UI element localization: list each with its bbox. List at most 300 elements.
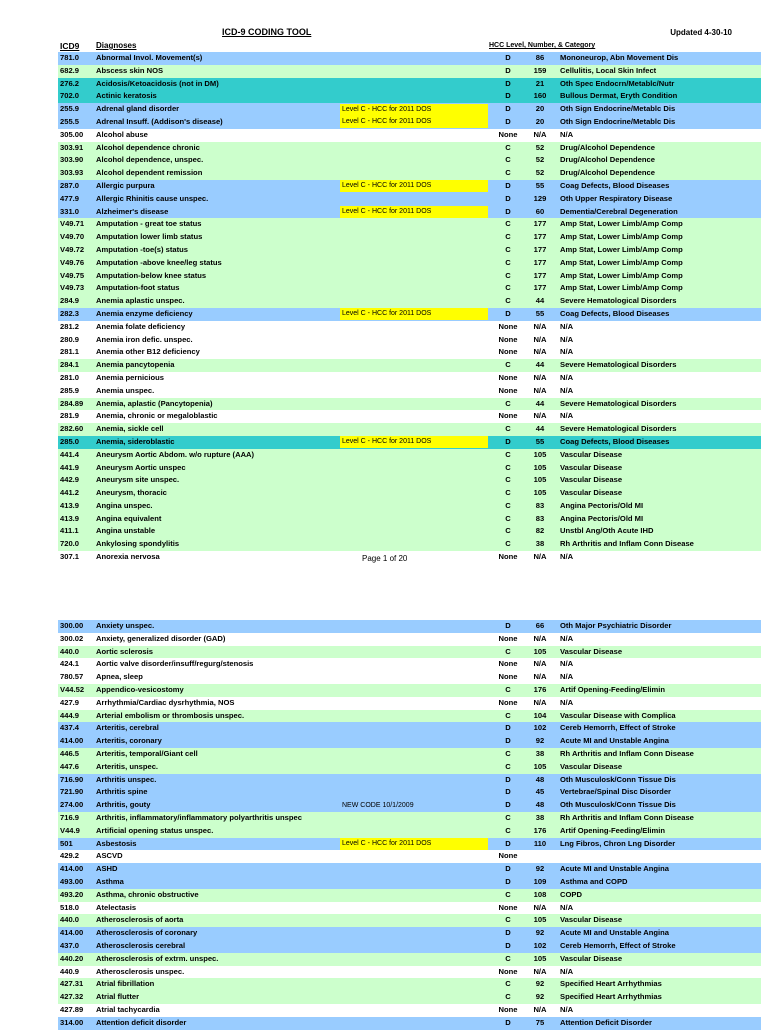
hcc-level: C [505,889,511,899]
hcc-category: Amp Stat, Lower Limb/Amp Comp [560,283,683,293]
hcc-number: 44 [535,360,545,370]
hcc-level: C [505,219,511,229]
icd9-code: 282.60 [60,424,84,434]
note-cell: Level C - HCC for 2011 DOS [340,116,488,128]
hcc-category: Attention Deficit Disorder [560,1017,652,1027]
hcc-number: 177 [533,283,547,293]
note-cell [340,232,488,244]
note-cell [340,321,488,333]
diagnosis-text: Asbestosis [96,838,137,848]
diagnosis-text: ASCVD [96,851,123,861]
hcc-level: C [505,748,511,758]
diagnosis-text: Adrenal gland disorder [96,104,180,114]
note-cell: Level C - HCC for 2011 DOS [340,308,488,320]
hcc-number: 105 [533,462,547,472]
note-cell [340,915,488,927]
table-row [58,359,761,372]
hcc-category: Oth Upper Respiratory Disease [560,193,673,203]
hcc-number: 20 [535,116,545,126]
table-row [58,398,761,411]
note-cell [340,398,488,410]
diagnosis-text: Ankylosing spondylitis [96,539,180,549]
hcc-number: 75 [535,1017,545,1027]
hcc-number: N/A [533,372,547,382]
note-cell [340,257,488,269]
hcc-number: 105 [533,646,547,656]
note-cell [340,787,488,799]
table-row [58,525,761,538]
note-cell [340,500,488,512]
table-row [58,116,761,129]
hcc-level: None [498,672,518,682]
hcc-level: D [505,193,511,203]
hcc-level: D [505,91,511,101]
icd9-code: 477.9 [60,193,80,203]
hcc-number: 109 [533,876,547,886]
note-cell [340,1017,488,1029]
hcc-level: C [505,449,511,459]
hcc-category: Mononeurop, Abn Movement Dis [560,53,679,62]
table-row [58,774,761,787]
hcc-category: N/A [560,129,574,139]
hcc-number: N/A [533,1004,547,1014]
hcc-category: N/A [560,411,574,421]
hcc-level: D [505,308,511,318]
icd9-code: 427.89 [60,1004,84,1014]
hcc-number: N/A [533,385,547,395]
diagnosis-text: ASHD [96,864,118,874]
hcc-category: Oth Sign Endocrine/Metablc Dis [560,104,676,114]
hcc-number: N/A [533,334,547,344]
icd9-code: 285.9 [60,385,80,395]
icd9-code: 716.9 [60,812,80,822]
table-row [58,710,761,723]
diagnosis-text: Attention deficit disorder [96,1017,187,1027]
table-row [58,282,761,295]
hcc-category: Vascular Disease [560,475,623,485]
table-row [58,500,761,513]
hcc-level: C [505,710,511,720]
hcc-level: None [498,552,518,562]
diagnosis-text: Anemia, sideroblastic [96,436,175,446]
hcc-number: N/A [533,129,547,139]
note-cell [340,1004,488,1016]
hcc-number: N/A [533,552,547,562]
hcc-number: 110 [533,838,547,848]
hcc-level: C [505,155,511,165]
hcc-number: 102 [533,940,547,950]
hcc-level: D [505,736,511,746]
hcc-level: None [498,633,518,643]
hcc-level: None [498,334,518,344]
diagnosis-text: Aneurysm Aortic Abdom. w/o rupture (AAA) [96,449,255,459]
hcc-category: Angina Pectoris/Old MI [560,513,644,523]
note-cell [340,697,488,709]
icd9-code: 721.90 [60,787,84,797]
hcc-number: 177 [533,244,547,254]
table-row [58,90,761,103]
hcc-category: Oth Spec Endocrn/Metablc/Nutr [560,78,675,88]
hcc-category: Specified Heart Arrhythmias [560,979,662,989]
hcc-level: C [505,500,511,510]
note-cell [340,142,488,154]
icd9-code: 303.90 [60,155,84,165]
diagnosis-text: Atherosclerosis of extrm. unspec. [96,953,219,963]
note-cell [340,940,488,952]
note-cell [340,385,488,397]
hcc-category: Severe Hematological Disorders [560,424,677,434]
hcc-level: C [505,761,511,771]
hcc-number: 44 [535,424,545,434]
hcc-number: 38 [535,748,545,758]
hcc-level: C [505,168,511,178]
table-row [58,154,761,167]
diagnosis-text: Allergic purpura [96,180,155,190]
hcc-category: Rh Arthritis and Inflam Conn Disease [560,748,694,758]
hcc-level: C [505,526,511,536]
table-row [58,658,761,671]
hcc-category: N/A [560,321,574,331]
table-row [58,953,761,966]
table-row [58,940,761,953]
hcc-category: Bullous Dermat, Eryth Condition [560,91,678,101]
icd9-code: 413.9 [60,513,80,523]
note-cell [340,424,488,436]
note-cell: Level C - HCC for 2011 DOS [340,436,488,448]
hcc-level: D [505,787,511,797]
note-cell [340,193,488,205]
icd9-code: 305.00 [60,129,84,139]
diagnosis-text: Atherosclerosis unspec. [96,966,185,976]
table-row [58,346,761,359]
table-row [58,761,761,774]
table-row [58,257,761,270]
table-row [58,684,761,697]
table-row [58,671,761,684]
hcc-level: C [505,513,511,523]
note-cell [340,449,488,461]
hcc-category: Oth Major Psychiatric Disorder [560,621,672,630]
hcc-level: D [505,180,511,190]
icd9-code: 437.0 [60,940,80,950]
icd9-code: 702.0 [60,91,80,101]
note-cell [340,91,488,103]
hcc-level: C [505,142,511,152]
table-row [58,863,761,876]
note-cell [340,65,488,77]
icd9-code: 303.93 [60,168,84,178]
diagnosis-text: Anemia folate deficiency [96,321,186,331]
hcc-category: N/A [560,697,574,707]
diagnosis-text: Aneurysm Aortic unspec [96,462,186,472]
icd9-code: V49.71 [60,219,85,229]
coding-table-page2 [58,620,761,1030]
table-row [58,735,761,748]
icd9-code: 446.5 [60,748,80,758]
hcc-category: Severe Hematological Disorders [560,296,677,306]
icd9-code: 440.20 [60,953,84,963]
note-cell [340,812,488,824]
hcc-number: N/A [533,411,547,421]
diagnosis-text: Amputation - great toe status [96,219,202,229]
hcc-category: Rh Arthritis and Inflam Conn Disease [560,539,694,549]
hcc-category: N/A [560,1004,574,1014]
icd9-code: V44.9 [60,825,80,835]
diagnosis-text: Arteritis, cerebral [96,723,159,733]
table-row [58,385,761,398]
hcc-category: Amp Stat, Lower Limb/Amp Comp [560,270,683,280]
table-row [58,722,761,735]
hcc-number: 83 [535,500,545,510]
icd9-code: 285.0 [60,436,80,446]
table-row [58,78,761,91]
note-cell [340,52,488,64]
hcc-category: N/A [560,552,574,562]
table-row [58,142,761,155]
table-row [58,876,761,889]
hcc-number: N/A [533,672,547,682]
hcc-category: Acute MI and Unstable Angina [560,736,669,746]
icd9-code: 280.9 [60,334,80,344]
hcc-category: Oth Sign Endocrine/Metablc Dis [560,116,676,126]
note-cell [340,928,488,940]
hcc-category: Amp Stat, Lower Limb/Amp Comp [560,244,683,254]
hcc-number: 38 [535,812,545,822]
table-row [58,270,761,283]
diagnosis-text: Anemia pancytopenia [96,360,175,370]
icd9-code: 276.2 [60,78,80,88]
note-cell: NEW CODE 10/1/2009 [342,801,414,809]
hcc-category: Severe Hematological Disorders [560,360,677,370]
table-row [58,513,761,526]
hcc-level: D [505,774,511,784]
hcc-category: Oth Musculosk/Conn Tissue Dis [560,800,676,810]
hcc-number: 83 [535,513,545,523]
icd9-code: 411.1 [60,526,79,536]
hcc-number: N/A [533,697,547,707]
note-cell [340,539,488,551]
icd9-code: V44.52 [60,684,85,694]
hcc-category: Amp Stat, Lower Limb/Amp Comp [560,219,683,229]
hcc-category: Coag Defects, Blood Diseases [560,180,670,190]
icd9-code: 429.2 [60,851,80,861]
diagnosis-text: Atrial flutter [96,992,140,1002]
diagnosis-text: Asthma, chronic obstructive [96,889,199,899]
hcc-level: D [505,206,511,216]
note-cell [340,774,488,786]
hcc-number: N/A [533,659,547,669]
icd9-code: 440.0 [60,915,80,925]
note-cell [340,646,488,658]
hcc-level: C [505,398,511,408]
note-cell [340,748,488,760]
hcc-number: 82 [535,526,545,536]
hcc-level: C [505,825,511,835]
diagnosis-text: Atherosclerosis cerebral [96,940,186,950]
table-row [58,308,761,321]
hcc-number: 92 [535,979,545,989]
note-cell [340,487,488,499]
table-row [58,1004,761,1017]
note-cell [340,334,488,346]
note-cell [340,168,488,180]
hcc-number: 177 [533,270,547,280]
note-cell [340,876,488,888]
diagnosis-text: Allergic Rhinitis cause unspec. [96,193,209,203]
coding-table-page1 [58,52,761,564]
diagnosis-text: Angina equivalent [96,513,162,523]
icd9-code: 255.9 [60,104,80,114]
hcc-category: Vascular Disease [560,462,623,472]
hcc-category: N/A [560,372,574,382]
note-cell [340,710,488,722]
diagnosis-text: Amputation -toe(s) status [96,244,188,254]
hcc-category: N/A [560,966,574,976]
note-cell [340,360,488,372]
diagnosis-text: Arthritis, inflammatory/inflammatory polyarthritis unspec [96,812,302,822]
hcc-number: N/A [533,902,547,912]
diagnosis-text: Atrial fibrillation [96,979,155,989]
table-row [58,334,761,347]
hcc-category: Vascular Disease [560,761,623,771]
table-row [58,646,761,659]
hcc-category: N/A [560,672,574,682]
note-cell [340,78,488,90]
note-cell [340,992,488,1004]
icd9-code: 314.00 [60,1017,84,1027]
table-row [58,474,761,487]
hcc-number: 104 [533,710,547,720]
hcc-category: Asthma and COPD [560,876,628,886]
hcc-number: 176 [533,684,547,694]
note-cell [340,219,488,231]
icd9-code: 720.0 [60,539,80,549]
diagnosis-text: Atrial tachycardia [96,1004,160,1014]
diagnosis-text: Adrenal Insuff. (Addison's disease) [96,116,223,126]
hcc-category: Amp Stat, Lower Limb/Amp Comp [560,257,683,267]
hcc-number: 44 [535,296,545,306]
diagnosis-text: Amputation lower limb status [96,232,203,242]
note-cell [340,129,488,141]
note-cell [340,851,488,863]
hcc-number: 159 [533,65,547,75]
hcc-number: 38 [535,539,545,549]
table-row [58,838,761,851]
note-cell [340,825,488,837]
hcc-category: Lng Fibros, Chron Lng Disorder [560,838,676,848]
diagnosis-text: Aneurysm site unspec. [96,475,180,485]
hcc-category: Drug/Alcohol Dependence [560,168,655,178]
diagnosis-text: Atherosclerosis of aorta [96,915,184,925]
note-cell [340,633,488,645]
diagnosis-text: Angina unspec. [96,500,153,510]
hcc-level: None [498,321,518,331]
table-row [58,1017,761,1030]
hcc-level: D [505,65,511,75]
icd9-code: 424.1 [60,659,80,669]
table-row [58,231,761,244]
hcc-level: C [505,812,511,822]
diagnosis-text: Arteritis, temporal/Giant cell [96,748,198,758]
hcc-number: 86 [535,53,545,62]
hcc-category: N/A [560,347,574,357]
icd9-code: 303.91 [60,142,84,152]
hcc-number: N/A [533,633,547,643]
icd9-code: 493.00 [60,876,84,886]
diagnosis-text: Anxiety unspec. [96,621,155,630]
hcc-category: Vascular Disease [560,646,623,656]
diagnosis-text: Amputation -above knee/leg status [96,257,222,267]
table-row [58,410,761,423]
icd9-code: 300.02 [60,633,84,643]
icd9-code: 331.0 [60,206,80,216]
table-row [58,927,761,940]
hcc-category: Oth Musculosk/Conn Tissue Dis [560,774,676,784]
hcc-category: N/A [560,633,574,643]
note-cell [340,155,488,167]
hcc-category: Vascular Disease [560,488,623,498]
hcc-level: C [505,915,511,925]
hcc-level: C [505,283,511,293]
diagnosis-text: Anemia iron defic. unspec. [96,334,193,344]
hcc-level: D [505,864,511,874]
table-row [58,850,761,863]
hcc-number: 160 [533,91,547,101]
diagnosis-text: Actinic keratosis [96,91,157,101]
hcc-category: Specified Heart Arrhythmias [560,992,662,1002]
hcc-level: D [505,1017,511,1027]
hcc-level: C [505,232,511,242]
hcc-level: D [505,104,511,114]
diagnosis-text: Anemia enzyme deficiency [96,308,193,318]
icd9-code: 284.89 [60,398,84,408]
icd9-code: 441.4 [60,449,80,459]
icd9-code: 444.9 [60,710,80,720]
table-row [58,372,761,385]
hcc-category: COPD [560,889,582,899]
diagnosis-text: Alcohol dependence chronic [96,142,200,152]
hcc-level: None [498,411,518,421]
note-cell [340,723,488,735]
note-cell [340,347,488,359]
hcc-level: D [505,876,511,886]
diagnosis-text: Arteritis, unspec. [96,761,159,771]
diagnosis-text: Acidosis/Ketoacidosis (not in DM) [96,78,219,88]
diagnosis-text: Arteritis, coronary [96,736,162,746]
icd9-code: 281.1 [60,347,80,357]
table-row [58,551,761,564]
table-row [58,902,761,915]
hcc-number: 60 [535,206,545,216]
table-row [58,786,761,799]
diagnosis-text: Arrhythmia/Cardiac dysrhythmia, NOS [96,697,235,707]
note-cell [340,372,488,384]
hcc-number: 105 [533,475,547,485]
table-row [58,218,761,231]
note-cell [340,672,488,684]
note-cell [340,659,488,671]
icd9-code: 282.3 [60,308,80,318]
diagnosis-text: Aneurysm, thoracic [96,488,167,498]
hcc-number: N/A [533,321,547,331]
diagnosis-text: Arthritis, gouty [96,800,151,810]
icd9-code: 414.00 [60,736,84,746]
hcc-level: None [498,851,518,861]
hcc-level: D [505,436,511,446]
hcc-number: 21 [535,78,545,88]
icd9-code: 501 [60,838,73,848]
hcc-category: Rh Arthritis and Inflam Conn Disease [560,812,694,822]
